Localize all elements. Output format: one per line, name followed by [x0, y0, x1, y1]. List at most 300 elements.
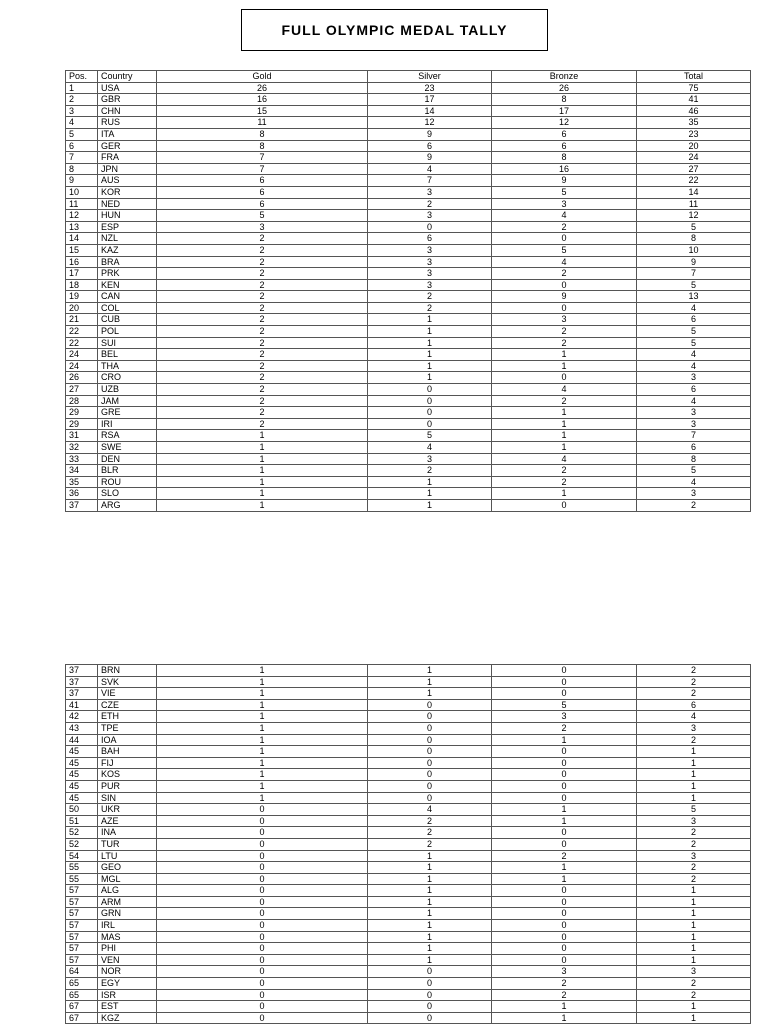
pos-cell: 64 — [66, 966, 98, 978]
gold-cell: 0 — [157, 1012, 368, 1024]
gold-cell: 2 — [157, 279, 368, 291]
country-cell: NOR — [98, 966, 157, 978]
country-cell: GRE — [98, 407, 157, 419]
gold-cell: 1 — [157, 465, 368, 477]
header-pos: Pos. — [66, 71, 98, 83]
country-cell: BRA — [98, 256, 157, 268]
silver-cell: 2 — [368, 815, 492, 827]
table-row — [66, 349, 751, 361]
total-cell: 35 — [637, 117, 751, 129]
bronze-cell: 0 — [492, 676, 637, 688]
silver-cell: 9 — [368, 152, 492, 164]
total-cell: 2 — [637, 873, 751, 885]
bronze-cell: 1 — [492, 734, 637, 746]
silver-cell: 1 — [368, 908, 492, 920]
gold-cell: 1 — [157, 780, 368, 792]
total-cell: 4 — [637, 360, 751, 372]
pos-cell: 50 — [66, 804, 98, 816]
gold-cell: 2 — [157, 233, 368, 245]
table-row — [66, 757, 751, 769]
bronze-cell: 0 — [492, 792, 637, 804]
country-cell: SLO — [98, 488, 157, 500]
silver-cell: 1 — [368, 850, 492, 862]
pos-cell: 2 — [66, 94, 98, 106]
silver-cell: 3 — [368, 453, 492, 465]
pos-cell: 57 — [66, 943, 98, 955]
country-cell: IRL — [98, 920, 157, 932]
bronze-cell: 1 — [492, 1012, 637, 1024]
country-cell: ISR — [98, 989, 157, 1001]
gold-cell: 0 — [157, 896, 368, 908]
silver-cell: 1 — [368, 337, 492, 349]
pos-cell: 11 — [66, 198, 98, 210]
table-row — [66, 769, 751, 781]
table-row — [66, 780, 751, 792]
total-cell: 2 — [637, 827, 751, 839]
gold-cell: 5 — [157, 210, 368, 222]
total-cell: 1 — [637, 885, 751, 897]
table-row — [66, 291, 751, 303]
gold-cell: 8 — [157, 128, 368, 140]
table-row — [66, 210, 751, 222]
table-row — [66, 244, 751, 256]
pos-cell: 12 — [66, 210, 98, 222]
gold-cell: 1 — [157, 757, 368, 769]
pos-cell: 36 — [66, 488, 98, 500]
pos-cell: 57 — [66, 931, 98, 943]
bronze-cell: 0 — [492, 665, 637, 677]
country-cell: JPN — [98, 163, 157, 175]
header-bronze: Bronze — [492, 71, 637, 83]
bronze-cell: 3 — [492, 198, 637, 210]
silver-cell: 1 — [368, 314, 492, 326]
gold-cell: 1 — [157, 442, 368, 454]
bronze-cell: 1 — [492, 804, 637, 816]
gold-cell: 26 — [157, 82, 368, 94]
bronze-cell: 0 — [492, 954, 637, 966]
silver-cell: 1 — [368, 931, 492, 943]
table-row — [66, 430, 751, 442]
country-cell: KAZ — [98, 244, 157, 256]
pos-cell: 41 — [66, 699, 98, 711]
pos-cell: 57 — [66, 896, 98, 908]
silver-cell: 1 — [368, 476, 492, 488]
country-cell: MGL — [98, 873, 157, 885]
total-cell: 23 — [637, 128, 751, 140]
country-cell: GEO — [98, 862, 157, 874]
country-cell: ETH — [98, 711, 157, 723]
silver-cell: 1 — [368, 954, 492, 966]
pos-cell: 35 — [66, 476, 98, 488]
silver-cell: 0 — [368, 746, 492, 758]
gold-cell: 3 — [157, 221, 368, 233]
bronze-cell: 2 — [492, 395, 637, 407]
header-silver: Silver — [368, 71, 492, 83]
table-row — [66, 746, 751, 758]
country-cell: ALG — [98, 885, 157, 897]
total-cell: 4 — [637, 476, 751, 488]
country-cell: KEN — [98, 279, 157, 291]
bronze-cell: 2 — [492, 268, 637, 280]
total-cell: 11 — [637, 198, 751, 210]
country-cell: TUR — [98, 838, 157, 850]
gold-cell: 0 — [157, 931, 368, 943]
table-row — [66, 360, 751, 372]
gold-cell: 0 — [157, 862, 368, 874]
country-cell: USA — [98, 82, 157, 94]
bronze-cell: 0 — [492, 688, 637, 700]
pos-cell: 44 — [66, 734, 98, 746]
bronze-cell: 0 — [492, 746, 637, 758]
country-cell: SIN — [98, 792, 157, 804]
gold-cell: 2 — [157, 337, 368, 349]
table-row — [66, 850, 751, 862]
country-cell: GER — [98, 140, 157, 152]
table-row — [66, 453, 751, 465]
header-country: Country — [98, 71, 157, 83]
country-cell: INA — [98, 827, 157, 839]
gold-cell: 15 — [157, 105, 368, 117]
pos-cell: 22 — [66, 337, 98, 349]
total-cell: 3 — [637, 488, 751, 500]
gold-cell: 1 — [157, 769, 368, 781]
pos-cell: 45 — [66, 792, 98, 804]
bronze-cell: 4 — [492, 256, 637, 268]
gold-cell: 2 — [157, 302, 368, 314]
bronze-cell: 3 — [492, 711, 637, 723]
bronze-cell: 5 — [492, 699, 637, 711]
total-cell: 3 — [637, 850, 751, 862]
bronze-cell: 2 — [492, 326, 637, 338]
bronze-cell: 0 — [492, 920, 637, 932]
country-cell: HUN — [98, 210, 157, 222]
pos-cell: 55 — [66, 873, 98, 885]
total-cell: 1 — [637, 931, 751, 943]
gold-cell: 1 — [157, 711, 368, 723]
total-cell: 12 — [637, 210, 751, 222]
country-cell: AUS — [98, 175, 157, 187]
silver-cell: 0 — [368, 221, 492, 233]
bronze-cell: 0 — [492, 931, 637, 943]
country-cell: VEN — [98, 954, 157, 966]
silver-cell: 2 — [368, 198, 492, 210]
total-cell: 2 — [637, 676, 751, 688]
country-cell: NED — [98, 198, 157, 210]
gold-cell: 0 — [157, 954, 368, 966]
pos-cell: 29 — [66, 407, 98, 419]
pos-cell: 51 — [66, 815, 98, 827]
gold-cell: 0 — [157, 966, 368, 978]
silver-cell: 0 — [368, 1012, 492, 1024]
medal-table-part-2 — [65, 664, 751, 1024]
bronze-cell: 2 — [492, 850, 637, 862]
pos-cell: 55 — [66, 862, 98, 874]
gold-cell: 7 — [157, 163, 368, 175]
table-row — [66, 734, 751, 746]
silver-cell: 0 — [368, 792, 492, 804]
total-cell: 1 — [637, 908, 751, 920]
gold-cell: 1 — [157, 792, 368, 804]
country-cell: ARG — [98, 499, 157, 511]
silver-cell: 0 — [368, 699, 492, 711]
silver-cell: 3 — [368, 244, 492, 256]
country-cell: RUS — [98, 117, 157, 129]
table-row — [66, 465, 751, 477]
table-row — [66, 198, 751, 210]
table-row — [66, 395, 751, 407]
country-cell: THA — [98, 360, 157, 372]
total-cell: 1 — [637, 780, 751, 792]
gold-cell: 1 — [157, 488, 368, 500]
silver-cell: 6 — [368, 233, 492, 245]
silver-cell: 1 — [368, 349, 492, 361]
gold-cell: 2 — [157, 418, 368, 430]
bronze-cell: 8 — [492, 152, 637, 164]
country-cell: JAM — [98, 395, 157, 407]
bronze-cell: 2 — [492, 989, 637, 1001]
pos-cell: 16 — [66, 256, 98, 268]
silver-cell: 2 — [368, 291, 492, 303]
silver-cell: 0 — [368, 769, 492, 781]
bronze-cell: 1 — [492, 418, 637, 430]
country-cell: AZE — [98, 815, 157, 827]
pos-cell: 45 — [66, 746, 98, 758]
gold-cell: 0 — [157, 804, 368, 816]
total-cell: 1 — [637, 792, 751, 804]
bronze-cell: 2 — [492, 337, 637, 349]
total-cell: 3 — [637, 815, 751, 827]
table-row — [66, 407, 751, 419]
table-row — [66, 943, 751, 955]
total-cell: 1 — [637, 920, 751, 932]
gold-cell: 11 — [157, 117, 368, 129]
pos-cell: 37 — [66, 665, 98, 677]
table-row — [66, 117, 751, 129]
bronze-cell: 1 — [492, 430, 637, 442]
bronze-cell: 12 — [492, 117, 637, 129]
table-row — [66, 163, 751, 175]
pos-cell: 29 — [66, 418, 98, 430]
total-cell: 22 — [637, 175, 751, 187]
total-cell: 10 — [637, 244, 751, 256]
bronze-cell: 1 — [492, 360, 637, 372]
table-row — [66, 221, 751, 233]
silver-cell: 0 — [368, 1001, 492, 1013]
silver-cell: 1 — [368, 688, 492, 700]
table-row — [66, 175, 751, 187]
table-row — [66, 94, 751, 106]
total-cell: 5 — [637, 804, 751, 816]
silver-cell: 3 — [368, 256, 492, 268]
silver-cell: 0 — [368, 711, 492, 723]
gold-cell: 7 — [157, 152, 368, 164]
country-cell: IRI — [98, 418, 157, 430]
bronze-cell: 2 — [492, 221, 637, 233]
bronze-cell: 1 — [492, 407, 637, 419]
gold-cell: 0 — [157, 989, 368, 1001]
gold-cell: 6 — [157, 175, 368, 187]
country-cell: KGZ — [98, 1012, 157, 1024]
total-cell: 9 — [637, 256, 751, 268]
country-cell: GRN — [98, 908, 157, 920]
country-cell: DEN — [98, 453, 157, 465]
table-row — [66, 442, 751, 454]
country-cell: TPE — [98, 722, 157, 734]
bronze-cell: 9 — [492, 175, 637, 187]
total-cell: 5 — [637, 326, 751, 338]
total-cell: 3 — [637, 966, 751, 978]
country-cell: SVK — [98, 676, 157, 688]
pos-cell: 13 — [66, 221, 98, 233]
silver-cell: 0 — [368, 384, 492, 396]
country-cell: CAN — [98, 291, 157, 303]
silver-cell: 1 — [368, 499, 492, 511]
table-row — [66, 908, 751, 920]
bronze-cell: 4 — [492, 210, 637, 222]
gold-cell: 1 — [157, 476, 368, 488]
gold-cell: 0 — [157, 838, 368, 850]
pos-cell: 43 — [66, 722, 98, 734]
total-cell: 1 — [637, 943, 751, 955]
pos-cell: 45 — [66, 780, 98, 792]
bronze-cell: 16 — [492, 163, 637, 175]
bronze-cell: 0 — [492, 827, 637, 839]
gold-cell: 0 — [157, 978, 368, 990]
silver-cell: 0 — [368, 757, 492, 769]
table-row — [66, 931, 751, 943]
bronze-cell: 0 — [492, 908, 637, 920]
total-cell: 1 — [637, 1012, 751, 1024]
bronze-cell: 0 — [492, 499, 637, 511]
bronze-cell: 0 — [492, 780, 637, 792]
pos-cell: 54 — [66, 850, 98, 862]
country-cell: CZE — [98, 699, 157, 711]
gold-cell: 0 — [157, 850, 368, 862]
total-cell: 14 — [637, 186, 751, 198]
pos-cell: 18 — [66, 279, 98, 291]
table-row — [66, 186, 751, 198]
pos-cell: 24 — [66, 360, 98, 372]
country-cell: CRO — [98, 372, 157, 384]
country-cell: VIE — [98, 688, 157, 700]
country-cell: FIJ — [98, 757, 157, 769]
gold-cell: 2 — [157, 349, 368, 361]
bronze-cell: 1 — [492, 349, 637, 361]
bronze-cell: 9 — [492, 291, 637, 303]
medal-table-part-1 — [65, 70, 751, 512]
table-row — [66, 954, 751, 966]
total-cell: 41 — [637, 94, 751, 106]
table-row — [66, 268, 751, 280]
total-cell: 27 — [637, 163, 751, 175]
total-cell: 75 — [637, 82, 751, 94]
country-cell: FRA — [98, 152, 157, 164]
silver-cell: 5 — [368, 430, 492, 442]
silver-cell: 4 — [368, 442, 492, 454]
total-cell: 20 — [637, 140, 751, 152]
country-cell: PUR — [98, 780, 157, 792]
silver-cell: 1 — [368, 372, 492, 384]
silver-cell: 1 — [368, 326, 492, 338]
total-cell: 2 — [637, 838, 751, 850]
total-cell: 6 — [637, 314, 751, 326]
bronze-cell: 17 — [492, 105, 637, 117]
table-row — [66, 488, 751, 500]
gold-cell: 1 — [157, 665, 368, 677]
silver-cell: 2 — [368, 838, 492, 850]
pos-cell: 31 — [66, 430, 98, 442]
gold-cell: 0 — [157, 885, 368, 897]
table-row — [66, 1012, 751, 1024]
pos-cell: 37 — [66, 688, 98, 700]
silver-cell: 9 — [368, 128, 492, 140]
gold-cell: 2 — [157, 268, 368, 280]
country-cell: ARM — [98, 896, 157, 908]
silver-cell: 4 — [368, 163, 492, 175]
table-row — [66, 499, 751, 511]
pos-cell: 45 — [66, 769, 98, 781]
bronze-cell: 2 — [492, 722, 637, 734]
country-cell: PRK — [98, 268, 157, 280]
table-row — [66, 337, 751, 349]
table-row — [66, 920, 751, 932]
bronze-cell: 3 — [492, 314, 637, 326]
total-cell: 4 — [637, 302, 751, 314]
table-row — [66, 827, 751, 839]
table-row — [66, 326, 751, 338]
pos-cell: 65 — [66, 978, 98, 990]
bronze-cell: 0 — [492, 896, 637, 908]
country-cell: UZB — [98, 384, 157, 396]
table-row — [66, 152, 751, 164]
bronze-cell: 0 — [492, 757, 637, 769]
total-cell: 4 — [637, 395, 751, 407]
total-cell: 7 — [637, 430, 751, 442]
gold-cell: 2 — [157, 314, 368, 326]
table-row — [66, 1001, 751, 1013]
pos-cell: 15 — [66, 244, 98, 256]
bronze-cell: 0 — [492, 302, 637, 314]
country-cell: EGY — [98, 978, 157, 990]
gold-cell: 0 — [157, 908, 368, 920]
total-cell: 1 — [637, 769, 751, 781]
pos-cell: 27 — [66, 384, 98, 396]
silver-cell: 1 — [368, 488, 492, 500]
silver-cell: 3 — [368, 186, 492, 198]
pos-cell: 19 — [66, 291, 98, 303]
country-cell: ROU — [98, 476, 157, 488]
table-row — [66, 82, 751, 94]
silver-cell: 2 — [368, 302, 492, 314]
pos-cell: 10 — [66, 186, 98, 198]
silver-cell: 2 — [368, 465, 492, 477]
table-row — [66, 140, 751, 152]
silver-cell: 1 — [368, 943, 492, 955]
total-cell: 2 — [637, 978, 751, 990]
silver-cell: 0 — [368, 966, 492, 978]
total-cell: 5 — [637, 279, 751, 291]
silver-cell: 3 — [368, 268, 492, 280]
silver-cell: 1 — [368, 920, 492, 932]
silver-cell: 3 — [368, 279, 492, 291]
pos-cell: 65 — [66, 989, 98, 1001]
table-row — [66, 688, 751, 700]
gold-cell: 2 — [157, 360, 368, 372]
table-body-1 — [66, 82, 751, 511]
country-cell: LTU — [98, 850, 157, 862]
gold-cell: 2 — [157, 395, 368, 407]
country-cell: BLR — [98, 465, 157, 477]
